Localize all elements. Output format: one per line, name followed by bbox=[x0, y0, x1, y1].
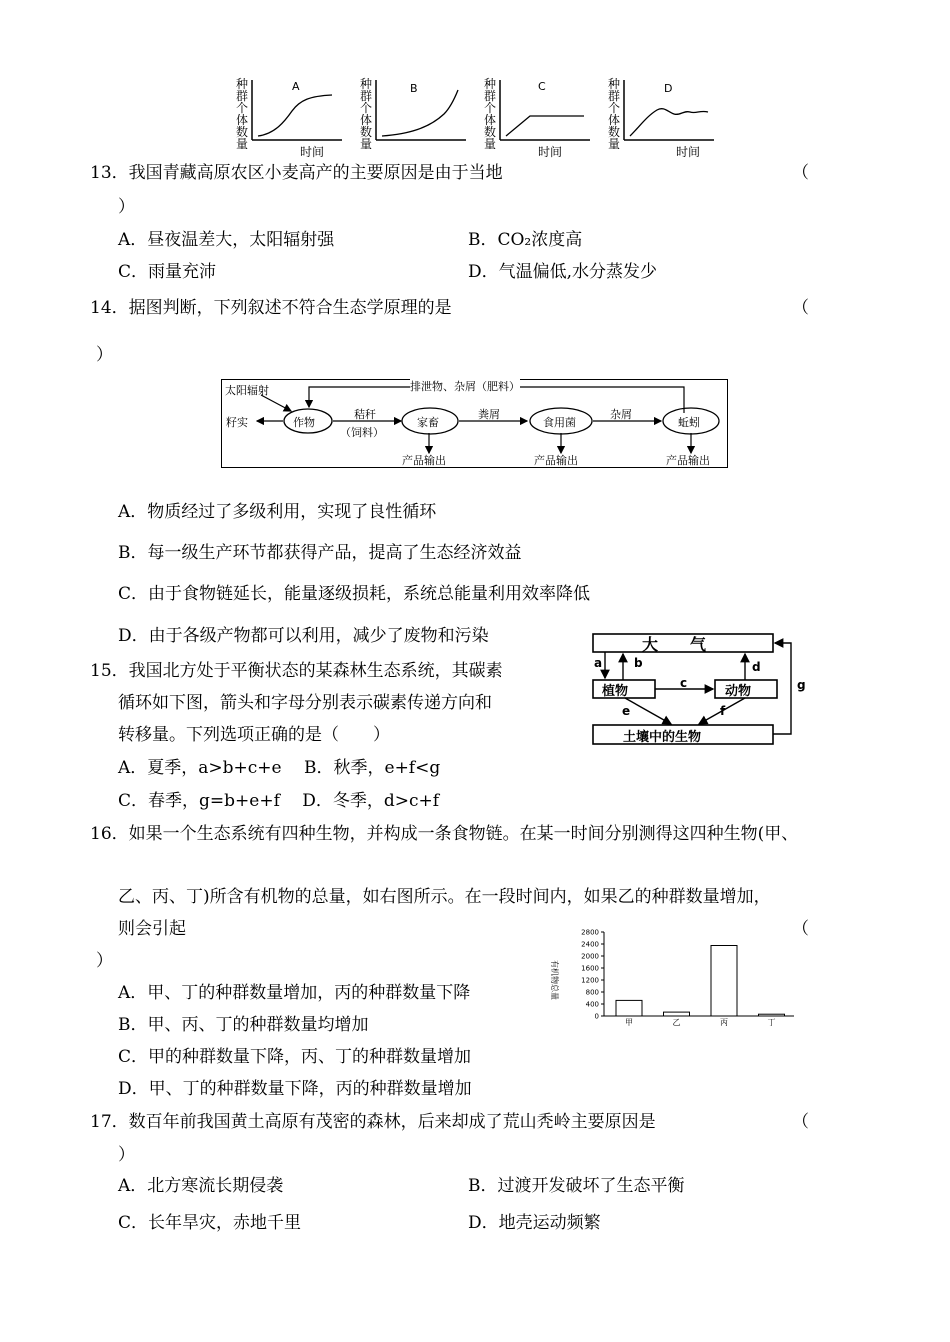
panel-a bbox=[236, 77, 342, 159]
q15-arrow-f: f bbox=[720, 704, 726, 718]
chart-bar-0 bbox=[616, 1000, 642, 1016]
q13-option-b[interactable]: B．CO₂浓度高 bbox=[468, 230, 583, 250]
svg-text:量: 量 bbox=[360, 137, 373, 151]
q15-line-1: 15．我国北方处于平衡状态的某森林生态系统，其碳素 bbox=[90, 661, 503, 681]
q17-option-b[interactable]: B．过渡开发破坏了生态平衡 bbox=[468, 1176, 685, 1196]
q14-straw: 秸秆 bbox=[354, 408, 376, 421]
q14-stem: 14．据图判断，下列叙述不符合生态学原理的是 bbox=[90, 298, 452, 318]
svg-text:个: 个 bbox=[608, 101, 621, 115]
q17-bracket-open: （ bbox=[792, 1112, 809, 1132]
chart-bar-2 bbox=[711, 946, 737, 1017]
chart-category-label: 甲 bbox=[625, 1018, 633, 1027]
svg-text:个: 个 bbox=[484, 101, 497, 115]
q14-option-d[interactable]: D．由于各级产物都可以利用，减少了废物和污染 bbox=[118, 626, 489, 646]
chart-ytick-label: 400 bbox=[585, 1000, 599, 1009]
q15-arrow-d: d bbox=[752, 660, 761, 674]
q17-bracket-close: ） bbox=[118, 1145, 135, 1165]
q16-line-1: 16．如果一个生态系统有四种生物，并构成一条食物链。在某一时间分别测得这四种生物(甲、 bbox=[90, 824, 799, 844]
q14-feed: （饲料） bbox=[340, 426, 384, 439]
q15-options-cd[interactable]: C．春季，g=b+e+f D．冬季，d>c+f bbox=[118, 791, 440, 811]
q14-livestock: 家畜 bbox=[417, 416, 439, 429]
q14-output-3: 产品输出 bbox=[666, 454, 710, 467]
q15-animal: 动物 bbox=[725, 684, 752, 699]
panel-a-ylabel-5: 数 bbox=[236, 125, 249, 139]
q16-option-a[interactable]: A．甲、丁的种群数量增加，丙的种群数量下降 bbox=[118, 983, 471, 1003]
svg-text:群: 群 bbox=[608, 89, 621, 103]
q16-bracket-close: ） bbox=[96, 951, 113, 971]
q16-line-3: 则会引起 bbox=[118, 919, 186, 939]
q14-crop: 作物 bbox=[293, 416, 315, 429]
q15-line-3: 转移量。下列选项正确的是（ ） bbox=[118, 725, 390, 745]
chart-ytick-label: 0 bbox=[594, 1012, 599, 1021]
chart-ytick-label: 2000 bbox=[581, 952, 599, 961]
svg-text:种: 种 bbox=[360, 77, 373, 91]
q14-output-2: 产品输出 bbox=[534, 454, 578, 467]
curve-d bbox=[630, 109, 708, 136]
chart-bar-1 bbox=[664, 1012, 690, 1016]
q14-top-label: 排泄物、杂屑（肥料） bbox=[410, 380, 520, 393]
chart-category-label: 乙 bbox=[672, 1018, 681, 1027]
panel-b-label: B bbox=[410, 82, 418, 95]
q16-option-b[interactable]: B．甲、丙、丁的种群数量均增加 bbox=[118, 1015, 369, 1035]
panel-a-ylabel-3: 个 bbox=[236, 101, 249, 115]
svg-text:个: 个 bbox=[360, 101, 373, 115]
q14-option-c[interactable]: C．由于食物链延长，能量逐级损耗，系统总能量利用效率降低 bbox=[118, 584, 591, 604]
curve-b bbox=[382, 90, 458, 136]
q15-atmosphere: 大 气 bbox=[642, 635, 707, 654]
q14-sun: 太阳辐射 bbox=[225, 384, 269, 397]
q16-option-c[interactable]: C．甲的种群数量下降，丙、丁的种群数量增加 bbox=[118, 1047, 472, 1067]
chart-ytick-label: 1200 bbox=[581, 976, 599, 985]
growth-curve-figure bbox=[230, 76, 730, 162]
svg-text:量: 量 bbox=[608, 137, 621, 151]
q15-plant: 植物 bbox=[602, 684, 629, 699]
q13-option-c[interactable]: C．雨量充沛 bbox=[118, 262, 217, 282]
q14-manure: 粪屑 bbox=[478, 408, 500, 421]
q13-bracket-close: ） bbox=[118, 197, 135, 217]
q16-bracket-open: （ bbox=[792, 919, 809, 939]
panel-a-ylabel-4: 体 bbox=[236, 113, 249, 127]
q14-fungi: 食用菌 bbox=[543, 416, 576, 429]
q14-debris: 杂屑 bbox=[610, 408, 632, 421]
q15-arrow-a: a bbox=[594, 656, 603, 670]
svg-text:量: 量 bbox=[484, 137, 497, 151]
panel-a-ylabel-2: 群 bbox=[236, 89, 249, 103]
q13-option-a[interactable]: A．昼夜温差大，太阳辐射强 bbox=[118, 230, 335, 250]
svg-text:时间: 时间 bbox=[538, 145, 563, 159]
q15-arrow-c: c bbox=[680, 676, 688, 690]
svg-text:体: 体 bbox=[360, 113, 373, 127]
q14-option-b[interactable]: B．每一级生产环节都获得产品，提高了生态经济效益 bbox=[118, 543, 522, 563]
q13-bracket-open: （ bbox=[792, 163, 809, 183]
panel-c-label: C bbox=[538, 80, 546, 93]
panel-a-ylabel-1: 种 bbox=[236, 77, 249, 91]
svg-text:体: 体 bbox=[608, 113, 621, 127]
q17-stem: 17．数百年前我国黄土高原有茂密的森林，后来却成了荒山秃岭主要原因是 bbox=[90, 1112, 656, 1132]
svg-text:群: 群 bbox=[360, 89, 373, 103]
svg-text:种: 种 bbox=[608, 77, 621, 91]
chart-ytick-label: 1600 bbox=[581, 964, 599, 973]
curve-a bbox=[258, 95, 332, 136]
q17-option-c[interactable]: C．长年旱灾，赤地千里 bbox=[118, 1213, 302, 1233]
svg-text:群: 群 bbox=[484, 89, 497, 103]
panel-c bbox=[484, 77, 590, 159]
q16-line-2: 乙、丙、丁)所含有机物的总量，如右图所示。在一段时间内，如果乙的种群数量增加， bbox=[118, 887, 771, 907]
curve-c bbox=[506, 116, 584, 136]
chart-ytick-label: 2400 bbox=[581, 940, 599, 949]
panel-d bbox=[608, 77, 714, 159]
q15-options-ab[interactable]: A．夏季，a>b+c+e B．秋季，e+f<g bbox=[118, 758, 441, 778]
q14-worm: 蚯蚓 bbox=[678, 416, 700, 429]
svg-text:时间: 时间 bbox=[676, 145, 701, 159]
q13-stem: 13．我国青藏高原农区小麦高产的主要原因是由于当地 bbox=[90, 163, 503, 183]
q13-option-d[interactable]: D．气温偏低,水分蒸发少 bbox=[468, 262, 658, 282]
q15-arrow-e: e bbox=[622, 704, 631, 718]
panel-a-xlabel: 时间 bbox=[300, 145, 325, 159]
svg-text:数: 数 bbox=[608, 125, 621, 139]
q15-arrow-g: g bbox=[797, 678, 806, 692]
q14-option-a[interactable]: A．物质经过了多级利用，实现了良性循环 bbox=[118, 502, 437, 522]
panel-b bbox=[360, 77, 466, 151]
panel-d-label: D bbox=[664, 82, 673, 95]
q16-option-d[interactable]: D．甲、丁的种群数量下降，丙的种群数量增加 bbox=[118, 1079, 472, 1099]
panel-a-ylabel-6: 量 bbox=[236, 137, 249, 151]
chart-category-label: 丁 bbox=[767, 1018, 776, 1027]
q14-bracket-close: ） bbox=[96, 345, 113, 365]
q17-option-a[interactable]: A．北方寒流长期侵袭 bbox=[118, 1176, 284, 1196]
q15-arrow-b: b bbox=[634, 656, 643, 670]
q14-grain: 籽实 bbox=[226, 416, 248, 429]
q14-bracket-open: （ bbox=[792, 298, 809, 318]
chart-ytick-label: 800 bbox=[585, 988, 599, 997]
q15-line-2: 循环如下图，箭头和字母分别表示碳素传递方向和 bbox=[118, 693, 492, 713]
chart-ytick-label: 2800 bbox=[581, 928, 599, 937]
svg-text:数: 数 bbox=[360, 125, 373, 139]
svg-text:数: 数 bbox=[484, 125, 497, 139]
q16-biomass-bar-chart bbox=[550, 926, 800, 1027]
svg-text:体: 体 bbox=[484, 113, 497, 127]
chart-ylabel: 有机物总量 bbox=[550, 960, 559, 1000]
q15-soil: 土壤中的生物 bbox=[623, 730, 702, 745]
q14-output-1: 产品输出 bbox=[402, 454, 446, 467]
q17-option-d[interactable]: D．地壳运动频繁 bbox=[468, 1213, 601, 1233]
chart-category-label: 丙 bbox=[720, 1018, 728, 1027]
chart-bar-3 bbox=[759, 1014, 785, 1016]
svg-text:种: 种 bbox=[484, 77, 497, 91]
panel-a-label: A bbox=[292, 80, 300, 93]
